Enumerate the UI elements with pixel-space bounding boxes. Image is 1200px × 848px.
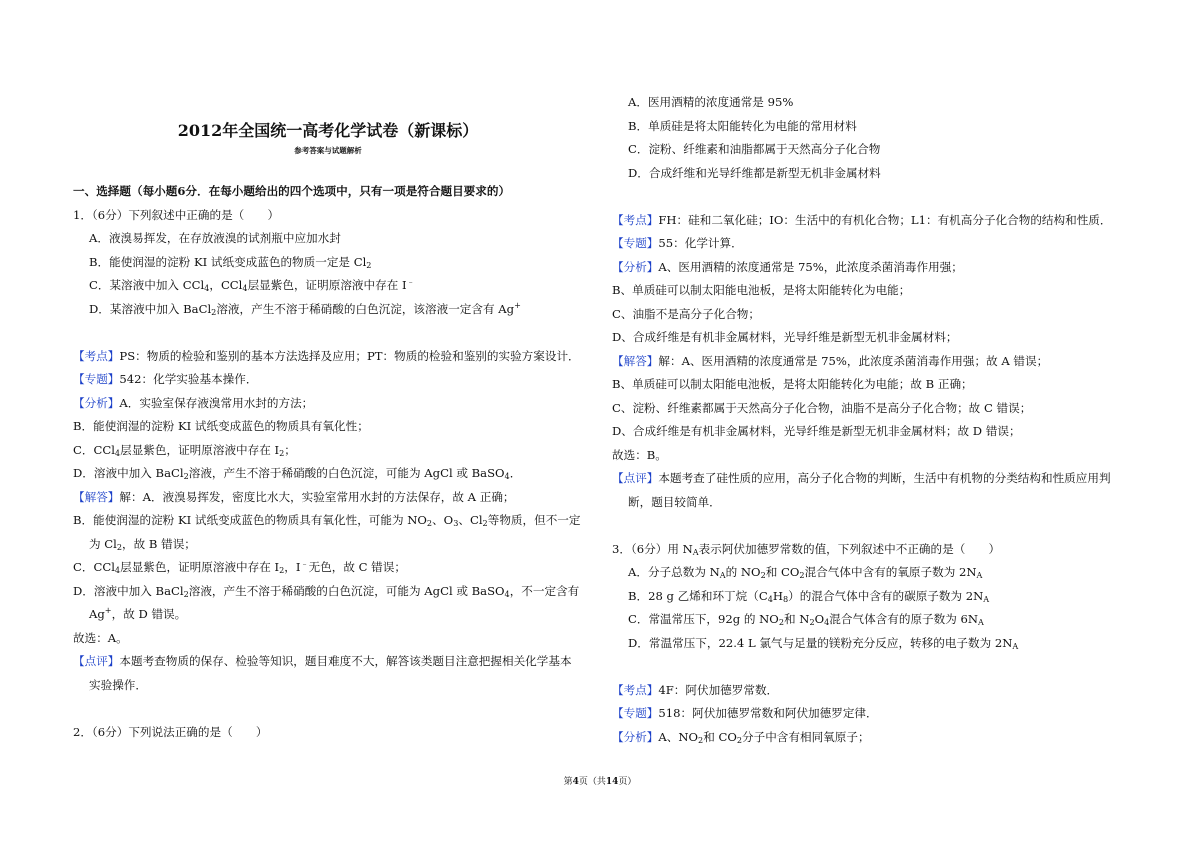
q3-fenxi: 【分析】A、$NO_2$和 $CO_2$分子中含有相同氧原子； bbox=[612, 729, 870, 745]
q1-jieda-b2: 为 $Cl_2$，故 B 错误； bbox=[89, 536, 196, 552]
q1-dianping: 【点评】本题考查物质的保存、检验等知识，题目难度不大，解答该类题目注意把握相关化学基本 bbox=[73, 654, 572, 668]
q1-zhuanti: 【专题】542：化学实验基本操作． bbox=[73, 372, 258, 386]
q2-dianping: 【点评】本题考查了硅性质的应用，高分子化合物的判断，生活中有机物的分类结构和性质应用判 bbox=[612, 471, 1111, 485]
q2-option-c: C．淀粉、纤维素和油脂都属于天然高分子化合物 bbox=[628, 142, 881, 156]
q1-jieda-d1: D．溶液中加入 BaCl$_2$溶液，产生不溶于稀硝酸的白色沉淀，可能为 AgCl 或 BaSO$_4$，不一定含有 bbox=[73, 583, 580, 599]
q3-option-d: D．常温常压下，22.4 L 氯气与足量的镁粉充分反应，转移的电子数为 $2N_A$ bbox=[628, 635, 1019, 651]
q1-fenxi-c: C．CCl$_4$层显紫色，证明原溶液中存在 $I_2$； bbox=[73, 442, 296, 458]
q2-zhuanti: 【专题】55：化学计算． bbox=[612, 236, 743, 250]
q1-jieda-c: C．CCl$_4$层显紫色，证明原溶液中存在 $I_2$，I﹣无色，故 C 错误； bbox=[73, 558, 406, 575]
tag-fenxi: 【分析】 bbox=[612, 729, 659, 744]
page-footer: 第4页（共14页） bbox=[563, 777, 637, 787]
page-total: 14 bbox=[605, 777, 619, 787]
page-title: 2012年全国统一高考化学试卷（新课标） bbox=[177, 121, 479, 140]
tag-zhuanti: 【专题】 bbox=[612, 706, 659, 720]
tag-dianping: 【点评】 bbox=[73, 654, 120, 668]
q3-zhuanti: 【专题】518：阿伏加德罗常数和阿伏加德罗定律． bbox=[612, 706, 878, 720]
q2-dianping-2: 断，题目较简单． bbox=[628, 494, 721, 509]
q2-option-d: D．合成纤维和光导纤维都是新型无机非金属材料 bbox=[628, 165, 881, 180]
q1-option-c: C．某溶液中加入 CCl$_4$，CCl$_4$层显紫色，证明原溶液中存在 I﹣ bbox=[89, 276, 415, 293]
tag-fenxi: 【分析】 bbox=[612, 259, 659, 274]
tag-kaodian: 【考点】 bbox=[73, 348, 120, 363]
page-subtitle: 参考答案与试题解析 bbox=[294, 146, 362, 155]
q3-stem: 3．（6分）用 $N_A$表示阿伏加德罗常数的值，下列叙述中不正确的是（ ） bbox=[612, 541, 1001, 557]
q1-fenxi-d: D．溶液中加入 BaCl$_2$溶液，产生不溶于稀硝酸的白色沉淀，可能为 AgCl 或 BaSO$_4$． bbox=[73, 466, 522, 481]
section-heading: 一、选择题（每小题6分．在每小题给出的四个选项中，只有一项是符合题目要求的） bbox=[73, 184, 511, 198]
q2-jieda-c: C、淀粉、纤维素都属于天然高分子化合物，油脂不是高分子化合物；故 C 错误； bbox=[612, 400, 1032, 415]
q2-answer: 故选：B。 bbox=[612, 447, 667, 462]
q1-kaodian: 【考点】PS：物质的检验和鉴别的基本方法选择及应用；PT：物质的检验和鉴别的实验方案设计． bbox=[73, 348, 580, 363]
q3-option-c: C．常温常压下，92g 的 $NO_2$和 $N_2O_4$混合气体含有的原子数为 $6N_A$ bbox=[628, 612, 984, 627]
q1-answer: 故选：A。 bbox=[73, 630, 128, 645]
q2-jieda-b: B、单质硅可以制太阳能电池板，是将太阳能转化为电能；故 B 正确； bbox=[612, 377, 973, 391]
q2-option-a: A．医用酒精的浓度通常是 95% bbox=[628, 95, 794, 109]
tag-dianping: 【点评】 bbox=[612, 471, 659, 485]
tag-kaodian: 【考点】 bbox=[612, 212, 659, 227]
q1-option-a: A．液溴易挥发，在存放液溴的试剂瓶中应加水封 bbox=[89, 231, 341, 245]
right-column bbox=[612, 91, 1142, 749]
q2-jieda: 【解答】解：A、医用酒精的浓度通常是 75%，此浓度杀菌消毒作用强；故 A 错误； bbox=[612, 353, 1049, 368]
q2-fenxi: 【分析】A、医用酒精的浓度通常是 75%，此浓度杀菌消毒作用强； bbox=[612, 259, 963, 274]
q1-fenxi-b: B．能使润湿的淀粉 KI 试纸变成蓝色的物质具有氧化性； bbox=[73, 419, 369, 433]
q1-dianping-2: 实验操作． bbox=[89, 677, 147, 692]
q1-jieda-d2: Ag+，故 D 错误。 bbox=[89, 605, 187, 621]
tag-kaodian: 【考点】 bbox=[612, 682, 659, 697]
q1-option-b: B．能使润湿的淀粉 KI 试纸变成蓝色的物质一定是 $Cl_2$ bbox=[89, 254, 372, 270]
q2-fenxi-d: D、合成纤维是有机非金属材料，光导纤维是新型无机非金属材料； bbox=[612, 330, 958, 344]
q3-option-a: A．分子总数为 $N_A$的 $NO_2$和 $CO_2$混合气体中含有的氧原子数为 $2N_A$ bbox=[628, 565, 983, 580]
q3-kaodian: 【考点】4F：阿伏加德罗常数． bbox=[612, 682, 779, 697]
q3-option-b: B．28 g 乙烯和环丁烷$(C_4H_8)$的混合气体中含有的碳原子数为 $2N_A$ bbox=[628, 588, 990, 604]
q2-jieda-d: D、合成纤维是有机非金属材料，光导纤维是新型无机非金属材料；故 D 错误； bbox=[612, 424, 1021, 438]
left-column bbox=[73, 118, 593, 744]
q1-jieda: 【解答】解：A．液溴易挥发，密度比水大，实验室常用水封的方法保存，故 A 正确； bbox=[73, 489, 515, 504]
q2-kaodian: 【考点】FH：硅和二氧化硅；IO：生活中的有机化合物；L1：有机高分子化合物的结构和性质． bbox=[612, 212, 1112, 227]
page-number: 4 bbox=[572, 777, 579, 787]
q1-stem: 1．（6分）下列叙述中正确的是（ ） bbox=[73, 207, 280, 222]
q2-stem: 2．（6分）下列说法正确的是（ ） bbox=[73, 724, 268, 739]
q2-fenxi-b: B、单质硅可以制太阳能电池板，是将太阳能转化为电能； bbox=[612, 283, 911, 297]
tag-jieda: 【解答】 bbox=[612, 353, 659, 368]
q1-fenxi: 【分析】A．实验室保存液溴常用水封的方法； bbox=[73, 395, 314, 410]
tag-zhuanti: 【专题】 bbox=[73, 372, 120, 386]
q2-option-b: B．单质硅是将太阳能转化为电能的常用材料 bbox=[628, 118, 857, 133]
tag-fenxi: 【分析】 bbox=[73, 395, 120, 410]
tag-jieda: 【解答】 bbox=[73, 489, 120, 504]
q1-jieda-b1: B．能使润湿的淀粉 KI 试纸变成蓝色的物质具有氧化性，可能为 $NO_2$、$O_3$、$Cl_2$等物质，但不一定 bbox=[73, 513, 581, 528]
tag-zhuanti: 【专题】 bbox=[612, 236, 659, 250]
q2-fenxi-c: C、油脂不是高分子化合物； bbox=[612, 306, 760, 321]
q1-option-d: D．某溶液中加入 BaCl$_2$溶液，产生不溶于稀硝酸的白色沉淀，该溶液一定含有 Ag+ bbox=[89, 299, 521, 317]
